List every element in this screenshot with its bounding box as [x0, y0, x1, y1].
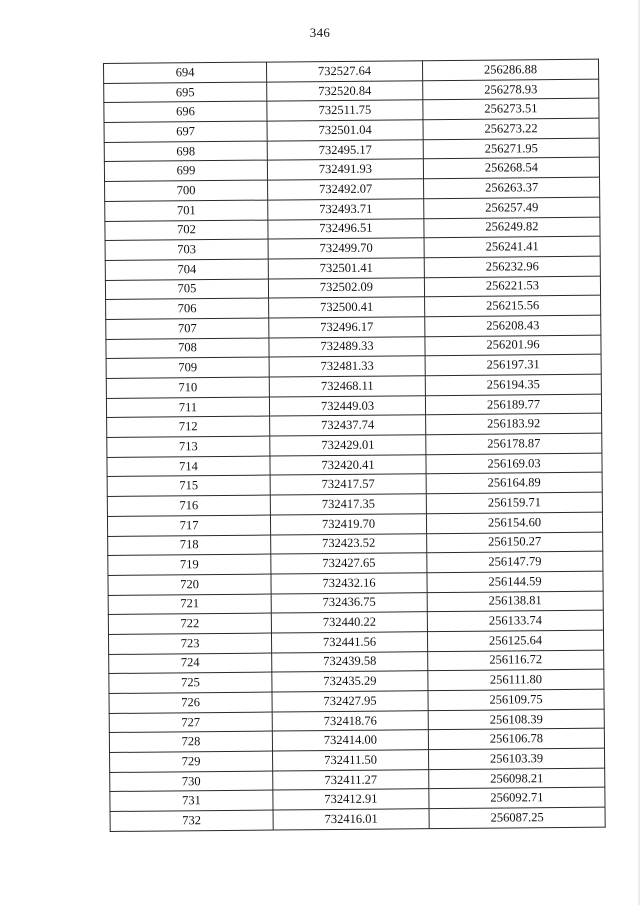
- y-coordinate-cell: 256116.72: [428, 650, 604, 671]
- y-coordinate-cell: 256268.54: [423, 158, 599, 179]
- x-coordinate-cell: 732496.17: [269, 317, 425, 338]
- y-coordinate-cell: 256109.75: [428, 689, 604, 710]
- point-number-cell: 731: [110, 790, 273, 811]
- coordinates-table: [103, 59, 606, 832]
- point-number-cell: 705: [105, 279, 268, 300]
- point-number-cell: 701: [105, 200, 268, 221]
- x-coordinate-cell: 732440.22: [271, 612, 427, 633]
- point-number-cell: 704: [105, 259, 268, 280]
- y-coordinate-cell: 256164.89: [426, 473, 602, 494]
- point-number-cell: 722: [108, 613, 271, 634]
- x-coordinate-cell: 732489.33: [269, 336, 425, 357]
- y-coordinate-cell: 256111.80: [428, 669, 604, 690]
- point-number-cell: 732: [110, 810, 273, 831]
- point-number-cell: 728: [109, 731, 272, 752]
- y-coordinate-cell: 256092.71: [429, 788, 605, 809]
- y-coordinate-cell: 256221.53: [424, 276, 600, 297]
- point-number-cell: 712: [107, 416, 270, 437]
- y-coordinate-cell: 256286.88: [422, 59, 598, 80]
- x-coordinate-cell: 732432.16: [271, 573, 427, 594]
- x-coordinate-cell: 732411.27: [273, 769, 429, 790]
- x-coordinate-cell: 732416.01: [273, 809, 429, 830]
- x-coordinate-cell: 732414.00: [272, 730, 428, 751]
- point-number-cell: 710: [106, 377, 269, 398]
- x-coordinate-cell: 732420.41: [270, 454, 426, 475]
- x-coordinate-cell: 732502.09: [268, 277, 424, 298]
- y-coordinate-cell: 256087.25: [429, 807, 605, 828]
- point-number-cell: 713: [107, 436, 270, 457]
- x-coordinate-cell: 732437.74: [270, 415, 426, 436]
- page-number: 346: [309, 25, 331, 40]
- y-coordinate-cell: 256169.03: [426, 453, 602, 474]
- x-coordinate-cell: 732491.93: [267, 159, 423, 180]
- coordinates-table-body: [104, 59, 606, 831]
- point-number-cell: 726: [109, 692, 272, 713]
- x-coordinate-cell: 732418.76: [272, 710, 428, 731]
- x-coordinate-cell: 732427.95: [272, 691, 428, 712]
- x-coordinate-cell: 732441.56: [271, 632, 427, 653]
- x-coordinate-cell: 732495.17: [267, 139, 423, 160]
- x-coordinate-cell: 732439.58: [272, 651, 428, 672]
- point-number-cell: 721: [108, 594, 271, 615]
- x-coordinate-cell: 732427.65: [271, 553, 427, 574]
- y-coordinate-cell: 256178.87: [426, 433, 602, 454]
- x-coordinate-cell: 732496.51: [268, 218, 424, 239]
- y-coordinate-cell: 256257.49: [424, 197, 600, 218]
- y-coordinate-cell: 256194.35: [425, 374, 601, 395]
- y-coordinate-cell: 256273.22: [423, 118, 599, 139]
- point-number-cell: 720: [108, 574, 271, 595]
- y-coordinate-cell: 256108.39: [428, 709, 604, 730]
- x-coordinate-cell: 732429.01: [270, 435, 426, 456]
- y-coordinate-cell: 256273.51: [423, 99, 599, 120]
- point-number-cell: 729: [110, 751, 273, 772]
- x-coordinate-cell: 732501.41: [268, 258, 424, 279]
- y-coordinate-cell: 256271.95: [423, 138, 599, 159]
- y-coordinate-cell: 256138.81: [427, 591, 603, 612]
- y-coordinate-cell: 256249.82: [424, 217, 600, 238]
- x-coordinate-cell: 732435.29: [272, 671, 428, 692]
- point-number-cell: 711: [106, 397, 269, 418]
- y-coordinate-cell: 256208.43: [425, 315, 601, 336]
- point-number-cell: 706: [106, 298, 269, 319]
- x-coordinate-cell: 732412.91: [273, 789, 429, 810]
- y-coordinate-cell: 256232.96: [424, 256, 600, 277]
- point-number-cell: 708: [106, 338, 269, 359]
- x-coordinate-cell: 732501.04: [267, 120, 423, 141]
- x-coordinate-cell: 732520.84: [267, 80, 423, 101]
- x-coordinate-cell: 732417.57: [270, 474, 426, 495]
- x-coordinate-cell: 732481.33: [269, 356, 425, 377]
- y-coordinate-cell: 256147.79: [427, 551, 603, 572]
- y-coordinate-cell: 256201.96: [425, 335, 601, 356]
- point-number-cell: 730: [110, 771, 273, 792]
- y-coordinate-cell: 256144.59: [427, 571, 603, 592]
- x-coordinate-cell: 732436.75: [271, 592, 427, 613]
- point-number-cell: 703: [105, 239, 268, 260]
- y-coordinate-cell: 256133.74: [427, 610, 603, 631]
- y-coordinate-cell: 256215.56: [425, 295, 601, 316]
- y-coordinate-cell: 256103.39: [429, 748, 605, 769]
- x-coordinate-cell: 732500.41: [269, 297, 425, 318]
- x-coordinate-cell: 732423.52: [271, 533, 427, 554]
- y-coordinate-cell: 256150.27: [427, 532, 603, 553]
- point-number-cell: 716: [107, 495, 270, 516]
- point-number-cell: 694: [104, 62, 267, 83]
- y-coordinate-cell: 256278.93: [423, 79, 599, 100]
- y-coordinate-cell: 256106.78: [428, 729, 604, 750]
- y-coordinate-cell: 256197.31: [425, 354, 601, 375]
- point-number-cell: 723: [108, 633, 271, 654]
- point-number-cell: 717: [107, 515, 270, 536]
- y-coordinate-cell: 256125.64: [427, 630, 603, 651]
- point-number-cell: 707: [106, 318, 269, 339]
- point-number-cell: 718: [108, 535, 271, 556]
- point-number-cell: 725: [109, 672, 272, 693]
- point-number-cell: 719: [108, 554, 271, 575]
- x-coordinate-cell: 732468.11: [269, 376, 425, 397]
- point-number-cell: 699: [104, 161, 267, 182]
- y-coordinate-cell: 256154.60: [426, 512, 602, 533]
- point-number-cell: 727: [109, 712, 272, 733]
- y-coordinate-cell: 256241.41: [424, 236, 600, 257]
- y-coordinate-cell: 256263.37: [424, 177, 600, 198]
- x-coordinate-cell: 732527.64: [266, 61, 422, 82]
- point-number-cell: 696: [104, 101, 267, 122]
- point-number-cell: 695: [104, 82, 267, 103]
- point-number-cell: 715: [107, 475, 270, 496]
- point-number-cell: 698: [104, 141, 267, 162]
- point-number-cell: 709: [106, 357, 269, 378]
- x-coordinate-cell: 732417.35: [270, 494, 426, 515]
- x-coordinate-cell: 732449.03: [269, 395, 425, 416]
- x-coordinate-cell: 732493.71: [268, 199, 424, 220]
- y-coordinate-cell: 256159.71: [426, 492, 602, 513]
- y-coordinate-cell: 256183.92: [426, 414, 602, 435]
- y-coordinate-cell: 256098.21: [429, 768, 605, 789]
- x-coordinate-cell: 732411.50: [273, 750, 429, 771]
- x-coordinate-cell: 732499.70: [268, 238, 424, 259]
- point-number-cell: 714: [107, 456, 270, 477]
- x-coordinate-cell: 732511.75: [267, 100, 423, 121]
- point-number-cell: 702: [105, 220, 268, 241]
- x-coordinate-cell: 732419.70: [270, 514, 426, 535]
- point-number-cell: 697: [104, 121, 267, 142]
- table-row: [110, 807, 605, 831]
- y-coordinate-cell: 256189.77: [425, 394, 601, 415]
- x-coordinate-cell: 732492.07: [268, 179, 424, 200]
- point-number-cell: 724: [109, 653, 272, 674]
- point-number-cell: 700: [105, 180, 268, 201]
